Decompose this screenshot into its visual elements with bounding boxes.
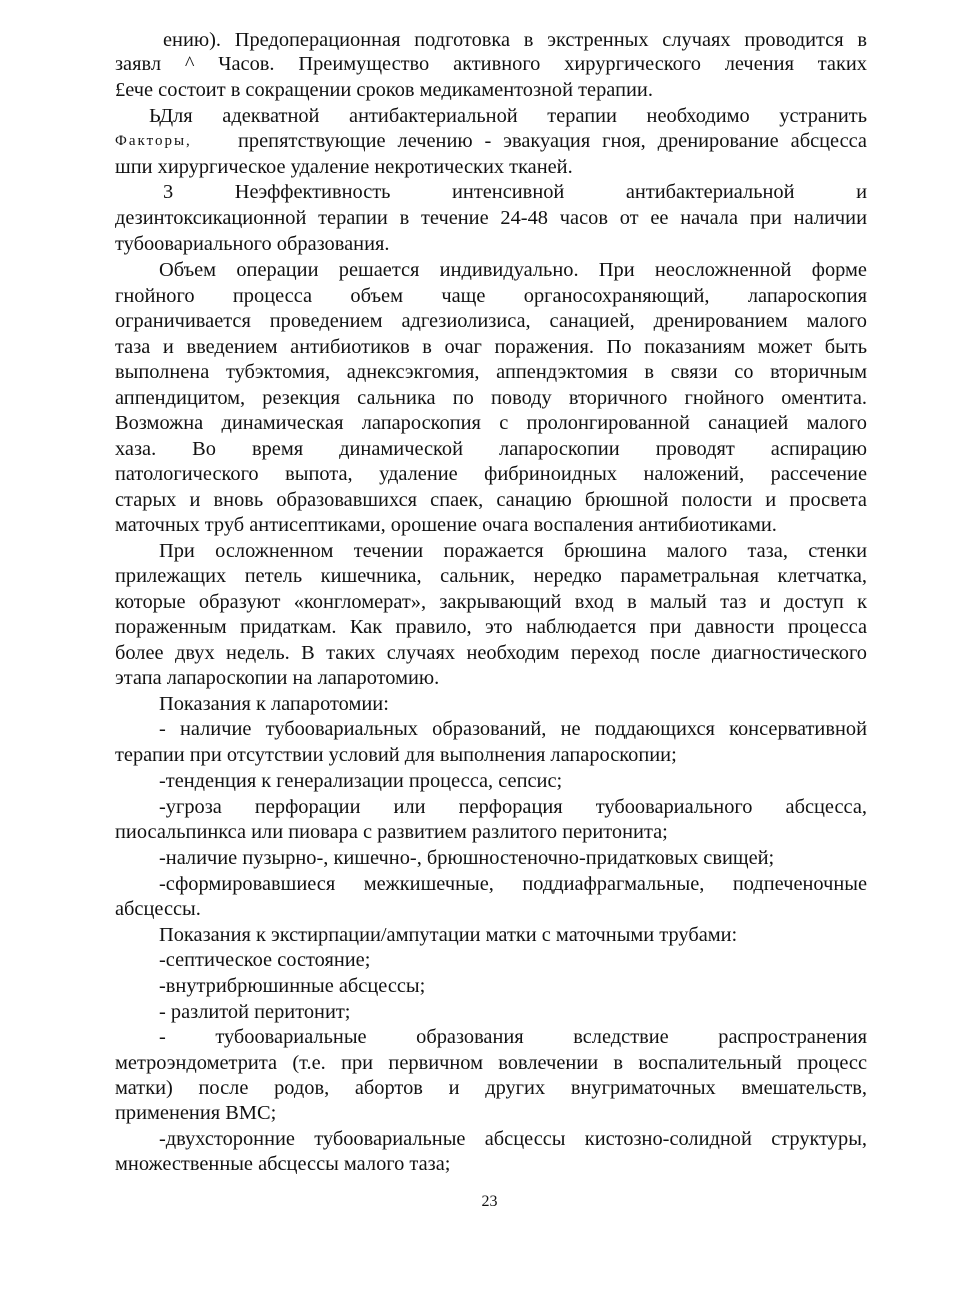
text-line: аппендицитом, резекция сальника по поводу вторичного гнойного оментита. [115,387,867,409]
text-line: Возможна динамическая лапароскопия с пролонгированной санацией малого [115,412,867,434]
page-number: 23 [481,1193,498,1210]
list-item: -внутрибрюшинные абсцессы; [159,975,426,997]
text-line: При осложненном течении поражается брюшина малого таза, стенки [159,540,867,562]
text-line: хаза. Во время динамической лапароскопии проводят аспирацию [115,438,867,460]
text-line: гнойного процесса объем чаще органосохраняющий, лапароскопия [115,285,867,307]
text-line: патологического выпота, удаление фибриноидных наложений, рассечение [115,463,867,485]
text-line: препятствующие лечению - эвакуация гноя, дренирование абсцесса [238,130,867,152]
list-item: -сформировавшиеся межкишечные, поддиафрагмальные, подпеченочные [159,873,867,895]
text-line: пиосальпинкса или пиовара с развитием разлитого перитонита; [115,821,668,843]
list-item: - разлитой перитонит; [159,1001,351,1023]
text-line: более двух недель. В таких случаях необходим переход после диагностического [115,642,867,664]
text-line: таза и введением антибиотиков в очаг поражения. По показаниям может быть [115,336,867,358]
text-line: пораженным придаткам. Как правило, это наблюдается при давности процесса [115,616,867,638]
list-item: - тубоовариальные образования вследствие распространения [159,1026,867,1048]
text-line: метроэндометрита (т.е. при первичном вовлечении в воспалительный процесс [115,1052,867,1074]
list-item: -тенденция к генерализации процесса, сепсис; [159,770,563,792]
text-line: прилежащих петель кишечника, сальник, нередко параметральная клетчатка, [115,565,867,587]
text-line: матки) после родов, абортов и других внугриматочных вмешательств, [115,1077,867,1099]
text-line: Объем операции решается индивидуально. При неосложненной форме [159,259,867,281]
text-line: дезинтоксикационной терапии в течение 24-48 часов от ее начала при наличии [115,207,867,229]
text-line: тубоовариального образования. [115,233,390,255]
list-item: -наличие пузырно-, кишечно-, брюшностеночно-придатковых свищей; [159,847,775,869]
text-line: заявл ^ Часов. Преимущество активного хирургического лечения таких [115,53,867,75]
list-item: -двухсторонние тубоовариальные абсцессы кистозно-солидной структуры, [159,1128,867,1150]
text-line: применения ВМС; [115,1102,277,1124]
text-line: ЬДля адекватной антибактериальной терапии необходимо устранить [149,105,867,127]
section-heading: Показания к экстирпации/ампутации матки с маточными трубами: [159,924,738,946]
list-item: -угроза перфорации или перфорация тубоовариального абсцесса, [159,796,867,818]
text-line: £ече состоит в сокращении сроков медикаментозной терапии. [115,79,653,101]
list-item: -септическое состояние; [159,949,371,971]
text-line: маточных труб антисептиками, орошение очага воспаления антибиотиками. [115,514,777,536]
text-line: ограничивается проведением адгезиолизиса, санацией, дренированием малого [115,310,867,332]
text-line: выполнена тубэктомия, аднексэкгомия, аппендэктомия в связи со вторичным [115,361,867,383]
text-line: этапа лапароскопии на лапаротомию. [115,667,440,689]
section-heading: Показания к лапаротомии: [159,693,389,715]
text-line: старых и вновь образовавшихся спаек, санацию брюшной полости и просвета [115,489,867,511]
text-line: которые образуют «конгломерат», закрывающий вход в малый таз и доступ к [115,591,867,613]
text-line: терапии при отсутствии условий для выполнения лапароскопии; [115,744,677,766]
text-line: ению). Предоперационная подготовка в экстренных случаях проводится в [163,29,867,51]
text-line: множественные абсцессы малого таза; [115,1153,451,1175]
text-line: шпи хирургическое удаление некротических тканей. [115,156,573,178]
text-line: Факторы, [115,133,192,149]
list-item: - наличие тубоовариальных образований, не поддающихся консервативной [159,718,867,740]
text-line: 3 Неэффективность интенсивной антибактериальной и [163,181,867,203]
text-line: абсцессы. [115,898,201,920]
